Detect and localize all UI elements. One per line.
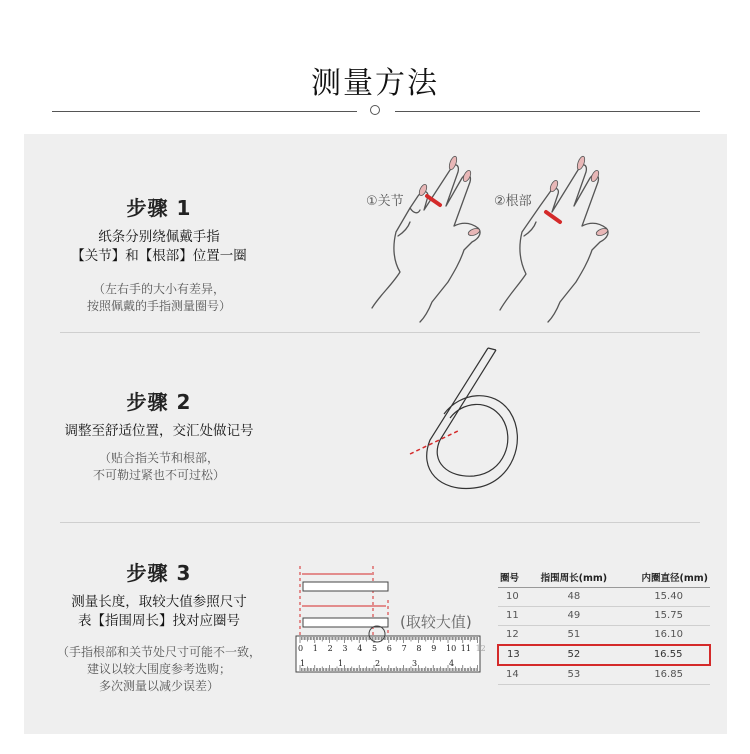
ruler-label: 1: [312, 644, 318, 653]
step3-note-line1: （手指根部和关节处尺寸可能不一致，: [56, 645, 261, 659]
step1-text-line2: 【关节】和【根部】位置一圈: [71, 248, 247, 264]
cell-diameter: 16.85: [619, 665, 710, 685]
cell-circumference: 49: [529, 607, 620, 626]
base-label: ②根部: [494, 194, 532, 209]
step2-note-line2: 不可勒过紧也不可过松）: [92, 468, 225, 482]
ruler-cm-label: 3: [412, 659, 418, 668]
table-row-highlighted: [498, 645, 710, 665]
cell-diameter: 16.10: [619, 626, 710, 646]
cell-diameter: 15.75: [619, 607, 710, 626]
ruler-label: 2: [327, 644, 333, 653]
take-larger-label: (取较大值): [400, 613, 472, 631]
ruler-label: 3: [342, 644, 348, 653]
size-table: [497, 568, 711, 685]
step3-title: 步骤 3: [126, 561, 192, 585]
cell-size: 14: [498, 665, 529, 685]
cell-diameter: 16.55: [619, 645, 710, 665]
ruler-label: 12: [475, 644, 486, 653]
step1-title: 步骤 1: [126, 196, 192, 220]
cell-circumference: 53: [529, 665, 620, 685]
paper-strip-1: [303, 582, 388, 591]
paper-strip-2: [303, 618, 388, 627]
step2-note-line1: （贴合指关节和根部，: [98, 451, 219, 465]
step1-text-line1: 纸条分别绕佩戴手指: [98, 229, 220, 245]
ruler-label: 8: [416, 644, 422, 653]
step3-text-line1: 测量长度，取较大值参照尺寸: [71, 594, 247, 610]
cell-size: 13: [498, 645, 529, 665]
cell-circumference: 51: [529, 626, 620, 646]
ruler-inch-label: 1: [300, 659, 306, 668]
header-circumference: 指围周长(mm): [529, 568, 620, 588]
step2-text-line1: 调整至舒适位置，交汇处做记号: [64, 423, 254, 439]
step3-note-line2: 建议以较大围度参考选购；: [86, 662, 231, 676]
table-row: [498, 607, 710, 626]
ruler-label: 9: [431, 644, 437, 653]
ruler-cm-label: 2: [375, 659, 381, 668]
step1-note-line1: （左右手的大小有差异，: [92, 282, 225, 296]
ruler-label: 5: [372, 644, 378, 653]
joint-label: ①关节: [366, 194, 404, 209]
cell-diameter: 15.40: [619, 588, 710, 607]
cell-size: 12: [498, 626, 529, 646]
header-size: 圈号: [498, 568, 529, 588]
table-header-row: [498, 568, 710, 588]
table-row: [498, 588, 710, 607]
page-title: 测量方法: [311, 66, 439, 101]
cell-size: 11: [498, 607, 529, 626]
header-diameter: 内圈直径(mm): [619, 568, 710, 588]
table-row: [498, 626, 710, 646]
ruler-label: 4: [357, 644, 363, 653]
step3-note-line3: 多次测量以减少误差）: [98, 679, 219, 693]
ruler-label: 11: [460, 644, 471, 653]
table-row: [498, 665, 710, 685]
ruler-label: 6: [386, 644, 392, 653]
cell-circumference: 48: [529, 588, 620, 607]
ruler-label: 7: [401, 644, 407, 653]
step3-text-line2: 表【指围周长】找对应圈号: [78, 613, 240, 629]
step2-title: 步骤 2: [126, 390, 192, 414]
cell-circumference: 52: [529, 645, 620, 665]
cell-size: 10: [498, 588, 529, 607]
ruler-cm-label: 4: [449, 659, 455, 668]
ruler-cm-label: 1: [338, 659, 344, 668]
ruler-label: 0: [298, 644, 304, 653]
step1-note-line2: 按照佩戴的手指测量圈号）: [86, 299, 231, 313]
ruler-label: 10: [446, 644, 457, 653]
